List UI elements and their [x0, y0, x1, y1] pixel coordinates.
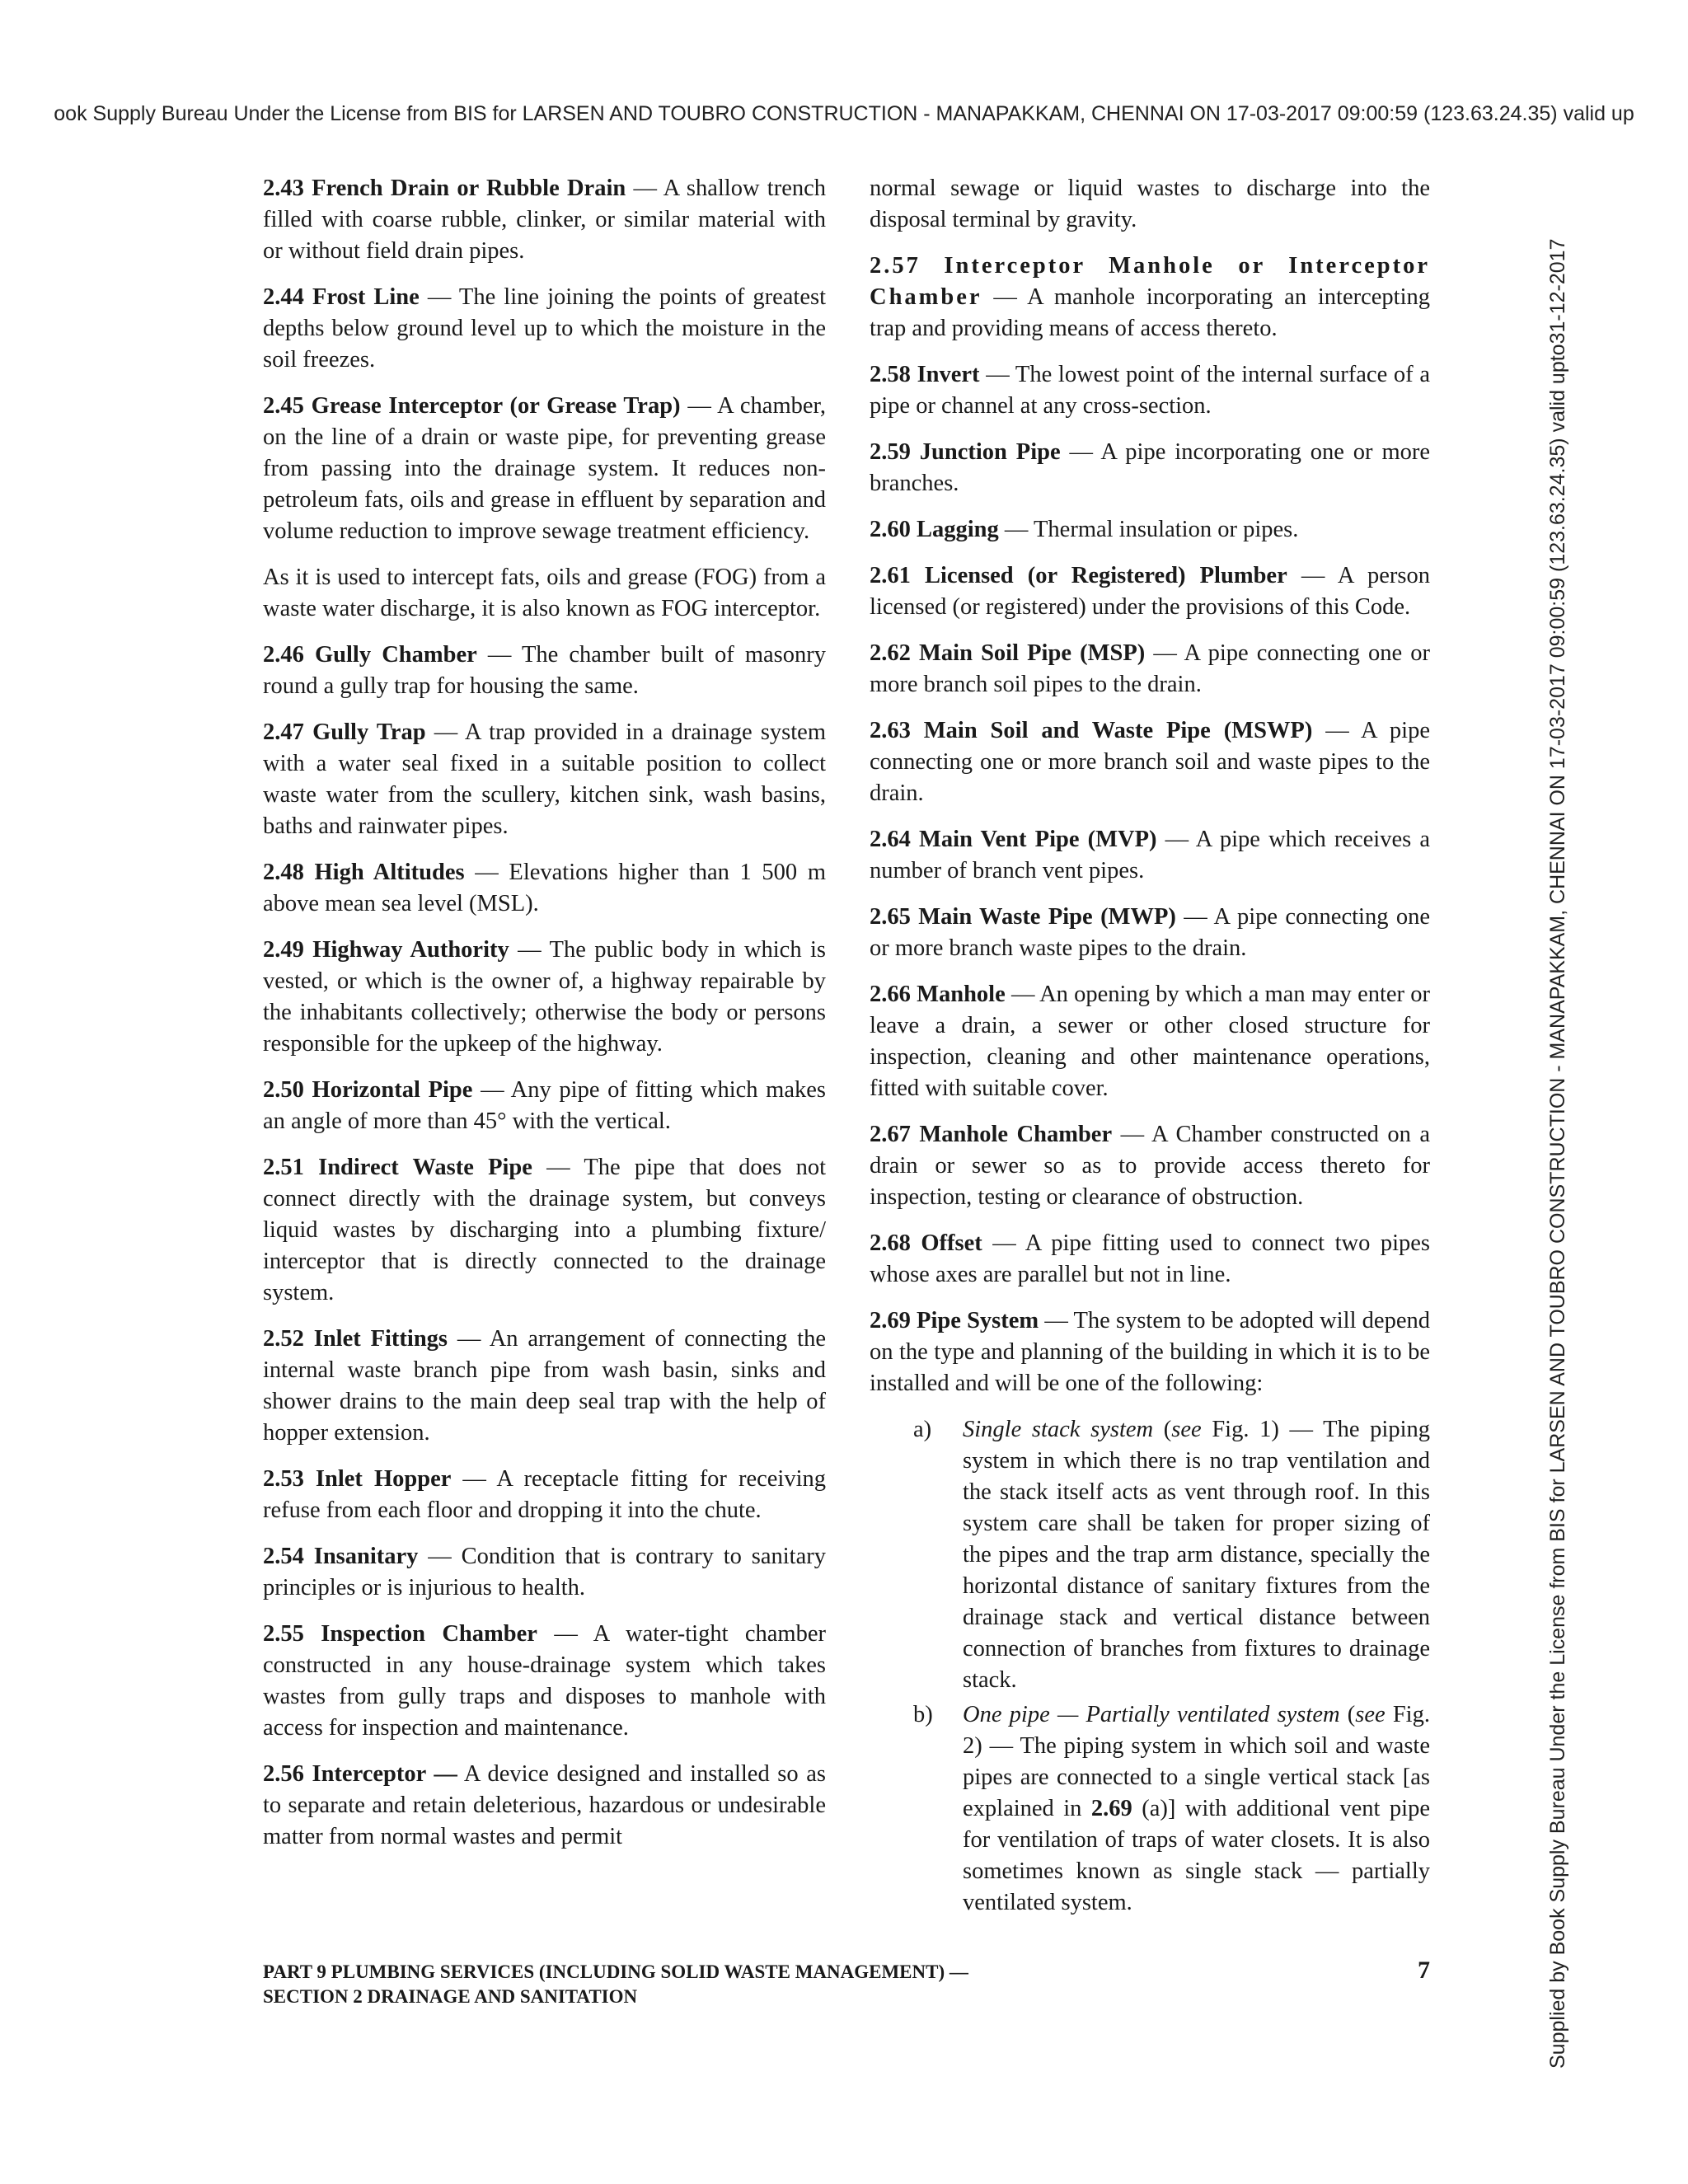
- list-item-body: One pipe — Partially ventilated system (see Fig. 2) — The piping system in which soil and waste pipes are connected to a single vertical stack [as explained in 2.69 (a)] with additional vent pipe for ventilation of traps of water closets. It is also sometimes known as single stack — partially ventilated system.: [963, 1702, 1430, 1915]
- license-watermark-top: ook Supply Bureau Under the License from BIS for LARSEN AND TOUBRO CONSTRUCTION - MANAPAKKAM, CHENNAI ON 17-03-2017 09:00:59 (123.63.24.35) valid up: [54, 102, 1634, 125]
- clause-2-44: 2.44 Frost Line — The line joining the points of greatest depths below ground level up to which the moisture in the soil freezes.: [263, 284, 826, 373]
- pipe-system-list: [870, 1414, 1430, 1919]
- clause-2-47: 2.47 Gully Trap — A trap provided in a drainage system with a water seal fixed in a suitable position to collect waste water from the scullery, kitchen sink, wash basins, baths and rainwater pipes.: [263, 719, 826, 839]
- license-watermark-side: Supplied by Book Supply Bureau Under the License from BIS for LARSEN AND TOUBRO CONSTRUCTION - MANAPAKKAM, CHENNAI ON 17-03-2017 09:00:59 (123.63.24.35) valid upto31-12-2017: [1546, 238, 1569, 2069]
- list-marker: a): [913, 1417, 932, 1442]
- clause-2-56-continued: normal sewage or liquid wastes to discharge into the disposal terminal by gravity.: [870, 176, 1430, 232]
- clause-2-66: 2.66 Manhole — An opening by which a man may enter or leave a drain, a sewer or other closed structure for inspection, cleaning and other maintenance operations, fitted with suitable cover.: [870, 982, 1430, 1101]
- clause-2-62: 2.62 Main Soil Pipe (MSP) — A pipe connecting one or more branch soil pipes to the drain.: [870, 640, 1430, 697]
- list-item: [870, 1414, 1430, 1696]
- clause-2-61: 2.61 Licensed (or Registered) Plumber — A person licensed (or registered) under the provisions of this Code.: [870, 563, 1430, 620]
- footer-line-1: PART 9 PLUMBING SERVICES (INCLUDING SOLID WASTE MANAGEMENT) —: [263, 1961, 968, 1982]
- clause-2-68: 2.68 Offset — A pipe fitting used to connect two pipes whose axes are parallel but not in line.: [870, 1230, 1430, 1287]
- list-item-body: Single stack system (see Fig. 1) — The piping system in which there is no trap ventilation and the stack itself acts as vent through roof. In this system care shall be taken for proper sizing of the pipes and the trap arm distance, specially the horizontal distance of sanitary fixtures from the drainage stack and vertical distance between connection of branches from fixtures to drainage stack.: [963, 1417, 1430, 1693]
- clause-2-63: 2.63 Main Soil and Waste Pipe (MSWP) — A pipe connecting one or more branch soil and waste pipes to the drain.: [870, 718, 1430, 806]
- clause-2-52: 2.52 Inlet Fittings — An arrangement of connecting the internal waste branch pipe from wash basin, sinks and shower drains to the main deep seal trap with the help of hopper extension.: [263, 1326, 826, 1446]
- list-marker: b): [913, 1702, 933, 1727]
- left-column: [263, 173, 826, 1868]
- clause-2-54: 2.54 Insanitary — Condition that is contrary to sanitary principles or is injurious to health.: [263, 1544, 826, 1601]
- list-item: [870, 1699, 1430, 1919]
- clause-2-46: 2.46 Gully Chamber — The chamber built of masonry round a gully trap for housing the same.: [263, 642, 826, 699]
- clause-2-56: 2.56 Interceptor — A device designed and installed so as to separate and retain deleterious, hazardous or undesirable matter from normal wastes and permit: [263, 1761, 826, 1849]
- clause-2-50: 2.50 Horizontal Pipe — Any pipe of fitting which makes an angle of more than 45° with the vertical.: [263, 1077, 826, 1134]
- clause-2-65: 2.65 Main Waste Pipe (MWP) — A pipe connecting one or more branch waste pipes to the drain.: [870, 904, 1430, 961]
- clause-2-64: 2.64 Main Vent Pipe (MVP) — A pipe which receives a number of branch vent pipes.: [870, 827, 1430, 883]
- clause-2-48: 2.48 High Altitudes — Elevations higher than 1 500 m above mean sea level (MSL).: [263, 860, 826, 916]
- right-column: [870, 173, 1430, 1922]
- clause-2-57: 2.57 Interceptor Manhole or Interceptor Chamber — A manhole incorporating an intercepting trap and providing means of access thereto.: [870, 253, 1430, 341]
- clause-2-49: 2.49 Highway Authority — The public body in which is vested, or which is the owner of, a highway repairable by the inhabitants collectively; otherwise the body or persons responsible for the upkeep of the highway.: [263, 937, 826, 1057]
- clause-2-67: 2.67 Manhole Chamber — A Chamber constructed on a drain or sewer so as to provide access thereto for inspection, testing or clearance of obstruction.: [870, 1122, 1430, 1210]
- clause-2-45-note: As it is used to intercept fats, oils and grease (FOG) from a waste water discharge, it is also known as FOG interceptor.: [263, 565, 826, 621]
- page-footer: [263, 1960, 1430, 2009]
- clause-2-69: 2.69 Pipe System — The system to be adopted will depend on the type and planning of the building in which it is to be installed and will be one of the following:: [870, 1308, 1430, 1396]
- footer-line-2: SECTION 2 DRAINAGE AND SANITATION: [263, 1986, 638, 2007]
- clause-2-58: 2.58 Invert — The lowest point of the internal surface of a pipe or channel at any cross-section.: [870, 362, 1430, 419]
- clause-2-60: 2.60 Lagging — Thermal insulation or pipes.: [870, 517, 1299, 542]
- clause-2-45: 2.45 Grease Interceptor (or Grease Trap) — A chamber, on the line of a drain or waste pipe, for preventing grease from passing into the drainage system. It reduces non-petroleum fats, oils and grease in effluent by separation and volume reduction to improve sewage treatment efficiency.: [263, 393, 827, 544]
- clause-2-51: 2.51 Indirect Waste Pipe — The pipe that does not connect directly with the drainage system, but conveys liquid wastes by discharging into a plumbing fixture/ interceptor that is directly connected to the drainage system.: [263, 1155, 826, 1305]
- clause-2-43: 2.43 French Drain or Rubble Drain — A shallow trench filled with coarse rubble, clinker, or similar material with or without field drain pipes.: [263, 176, 826, 264]
- clause-2-55: 2.55 Inspection Chamber — A water-tight chamber constructed in any house-drainage system which takes wastes from gully traps and disposes to manhole with access for inspection and maintenance.: [263, 1621, 826, 1741]
- clause-2-53: 2.53 Inlet Hopper — A receptacle fitting for receiving refuse from each floor and dropping it into the chute.: [263, 1466, 826, 1523]
- page-number: 7: [1418, 1957, 1430, 1984]
- clause-2-59: 2.59 Junction Pipe — A pipe incorporating one or more branches.: [870, 439, 1430, 496]
